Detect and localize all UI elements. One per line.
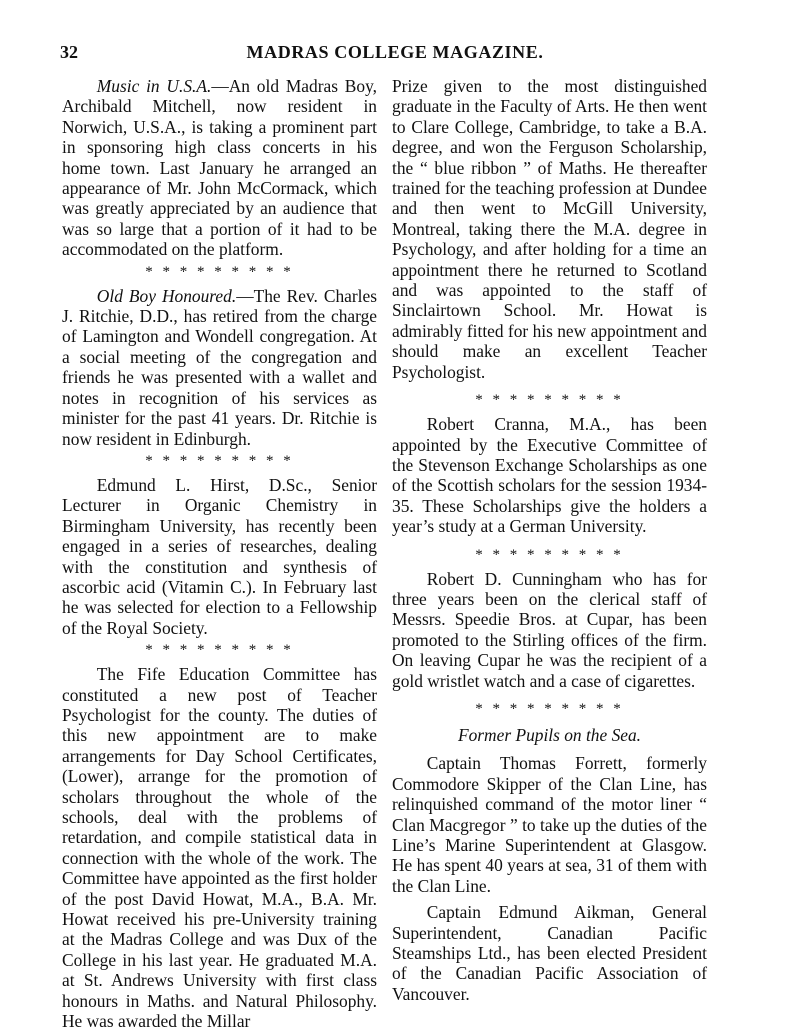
separator-stars: * * * * * * * * * — [475, 392, 624, 409]
aikman-paragraph: Captain Edmund Aikman, General Superintendent, Canadian Pacific Steamships Ltd., has been elected President of the Canadian Pacific Association of Vancouver. — [392, 902, 707, 1004]
forrett-paragraph: Captain Thomas Forrett, formerly Commodore Skipper of the Clan Line, has relinquished command of the motor liner “ Clan Macgregor ” to take up the duties of the Line’s Marine Superintendent at Glasgow. He has spent 40 years at sea, 31 of them with the Clan Line. — [392, 753, 707, 896]
page-header — [60, 42, 730, 66]
right-column — [392, 76, 707, 1004]
music-in-usa-heading: Music in U.S.A. — [96, 76, 212, 96]
music-in-usa-paragraph — [62, 76, 377, 260]
left-column — [62, 76, 377, 1031]
separator-stars: * * * * * * * * * — [145, 642, 294, 659]
separator-stars: * * * * * * * * * — [145, 263, 294, 280]
separator-stars: * * * * * * * * * — [475, 546, 624, 563]
fife-education-continued-paragraph: Prize given to the most distinguished graduate in the Faculty of Arts. He then went to Clare College, Cambridge, to take a B.A. degree, and won the Ferguson Scholarship, the “ blue ribbon ” of Maths. He thereafter trained for the teaching profession at Dundee and then went to McGill University, Montreal, taking there the M.A. degree in Psychology, and after holding for a time an appointment there he returned to Scotland and was appointed to the staff of Sinclairtown School. Mr. Howat is admirably fitted for his new appointment and should make an excellent Teacher Psychologist. — [392, 76, 707, 382]
separator-stars: * * * * * * * * * — [475, 700, 624, 717]
music-in-usa-text: —An old Madras Boy, Archibald Mitchell, now resident in Norwich, U.S.A., is taking a prominent part in sponsoring high class concerts in his home town. Last January he arranged an appearance of Mr. John McCormack, which was greatly appreciated by an audience that was so large that a portion of it had to be accommodated on the platform. — [62, 76, 377, 260]
cranna-paragraph: Robert Cranna, M.A., has been appointed by the Executive Committee of the Stevenson Exchange Scholarships as one of the Scottish scholars for the session 1934-35. These Scholarships give the holders a year’s study at a German University. — [392, 414, 707, 537]
separator-stars: * * * * * * * * * — [145, 452, 294, 469]
hirst-paragraph: Edmund L. Hirst, D.Sc., Senior Lecturer in Organic Chemistry in Birmingham University, has recently been engaged in a series of researches, dealing with the constitution and synthesis of ascorbic acid (Vitamin C.). In February last he was selected for election to a Fellowship of the Royal Society. — [62, 474, 377, 638]
old-boy-honoured-heading: Old Boy Honoured. — [96, 285, 237, 306]
old-boy-honoured-text: —The Rev. Charles J. Ritchie, D.D., has retired from the charge of Lamington and Wondell congregation. At a social meeting of the congregation and friends he was presented with a wallet and notes in recognition of his services as minister for the past 41 years. Dr. Ritchie is now resident in Edinburgh. — [62, 285, 378, 449]
cunningham-paragraph: Robert D. Cunningham who has for three years been on the clerical staff of Messrs. Speedie Bros. at Cupar, has been promoted to the Stirling offices of the firm. On leaving Cupar he was the recipient of a gold wristlet watch and a case of cigarettes. — [392, 568, 707, 691]
running-title: MADRAS COLLEGE MAGAZINE. — [246, 42, 544, 62]
page-number: 32 — [60, 42, 78, 62]
old-boy-honoured-paragraph — [62, 286, 377, 449]
fife-education-paragraph: The Fife Education Committee has constituted a new post of Teacher Psychologist for the county. The duties of this new appointment are to make arrangements for Day School Certificates, (Lower), arrange for the promotion of scholars throughout the whole of the schools, deal with the problems of retardation, and compile statistical data in connection with the whole of the work. The Committee have appointed as the first holder of the post David Howat, M.A., B.A. Mr. Howat received his pre-University training at the Madras College and was Dux of the College in his last year. He graduated M.A. at St. Andrews University with first class honours in Maths. and Natural Philosophy. He was awarded the Millar — [62, 664, 377, 1031]
former-pupils-section-title: Former Pupils on the Sea. — [457, 724, 642, 745]
